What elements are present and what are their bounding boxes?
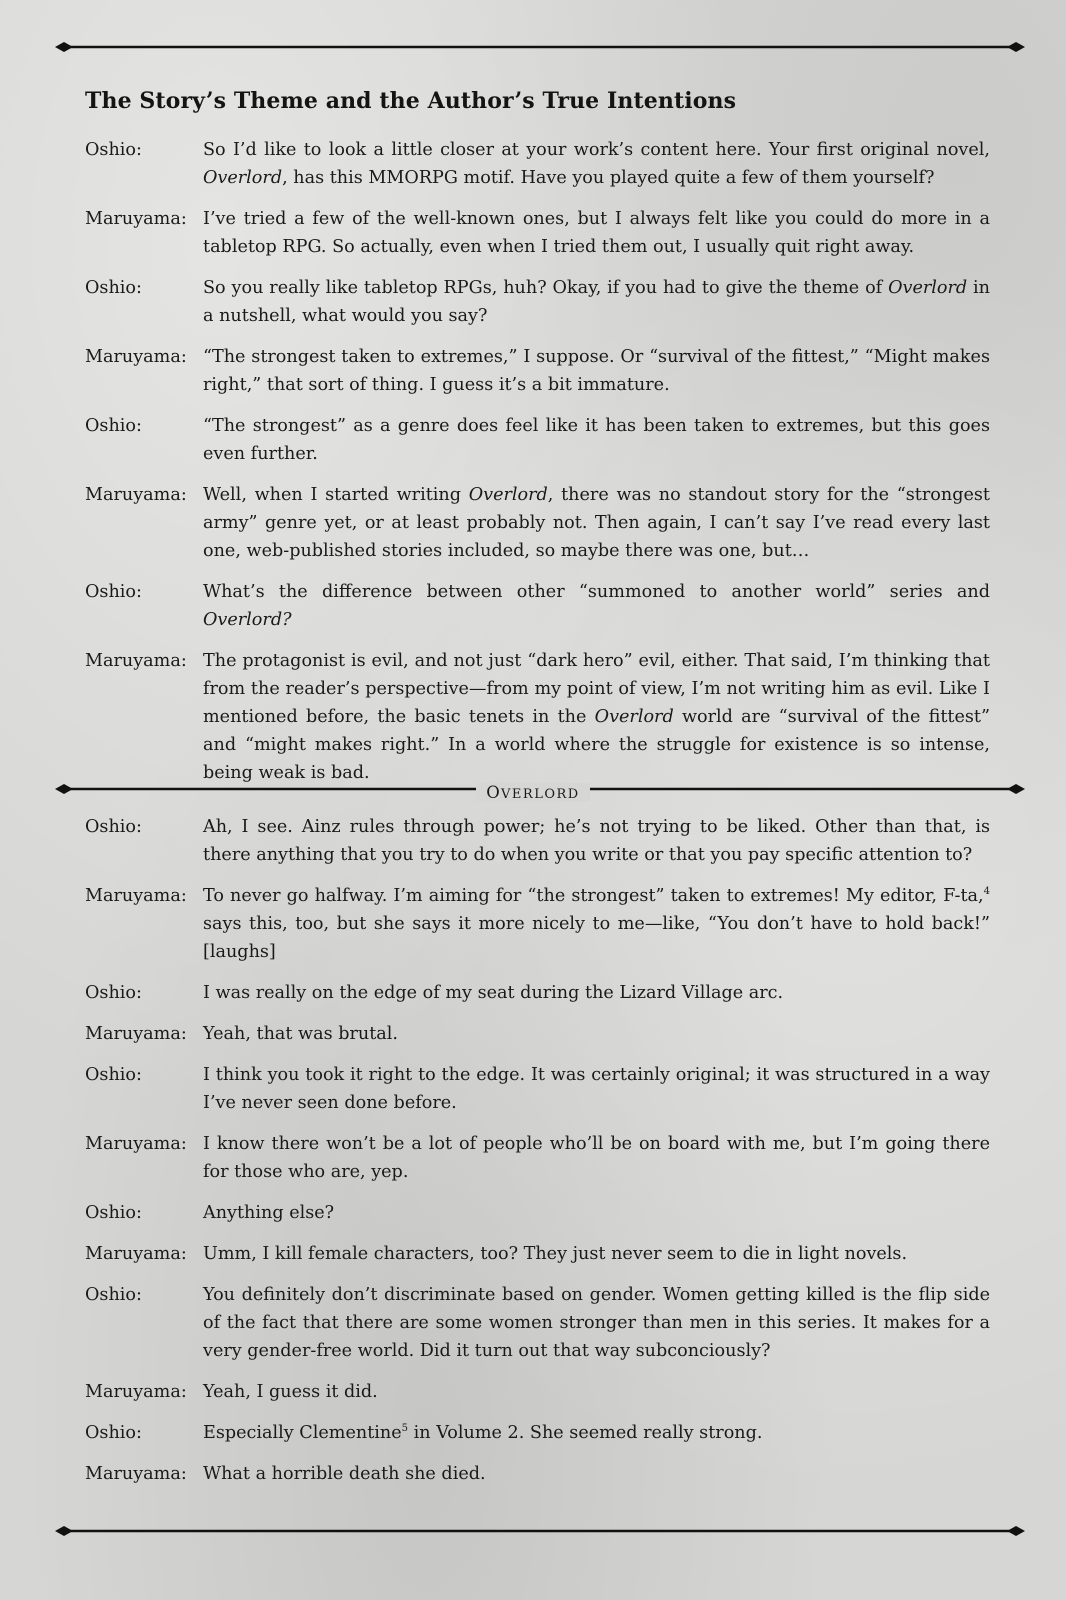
spoken-text	[203, 1460, 990, 1488]
text-segment: in Volume 2. She seemed really strong.	[408, 1423, 763, 1443]
dialogue-line	[85, 1130, 990, 1186]
text-segment: So you really like tabletop RPGs, huh? Okay, if you had to give the theme of	[203, 278, 889, 298]
dialogue-line	[85, 205, 990, 261]
speaker-name: Maruyama:	[85, 1024, 187, 1044]
dialogue-line	[85, 813, 990, 869]
speaker-name: Oshio:	[85, 1285, 142, 1305]
spoken-text	[203, 343, 990, 399]
running-footer	[0, 783, 1066, 811]
spoken-text	[203, 1020, 990, 1048]
spoken-text	[203, 1281, 990, 1365]
text-segment: Especially Clementine	[203, 1423, 402, 1443]
dialogue-bottom	[85, 813, 990, 1501]
footnote-marker: 5	[401, 1423, 409, 1435]
dialogue-line	[85, 136, 990, 192]
spoken-text	[203, 578, 990, 634]
dialogue-line	[85, 979, 990, 1007]
speaker-name: Oshio:	[85, 140, 142, 160]
dialogue-line	[85, 343, 990, 399]
top-rule	[55, 40, 1025, 54]
text-segment: says this, too, but she says it more nicely to me—like, “You don’t have to hold back!” [laughs]	[203, 914, 990, 962]
text-segment: , has this MMORPG motif. Have you played quite a few of them yourself?	[282, 168, 935, 188]
italic-title: Overlord	[203, 168, 283, 188]
speaker-name: Oshio:	[85, 1423, 142, 1443]
text-segment: world are “survival of the fittest” and “might makes right.” In a world where the struggle for existence is so intense, being weak is bad.	[203, 707, 990, 783]
dialogue-line	[85, 481, 990, 565]
text-segment: So I’d like to look a little closer at your work’s content here. Your first original novel,	[203, 140, 990, 160]
speaker-name: Maruyama:	[85, 347, 187, 367]
text-segment: “The strongest” as a genre does feel like it has been taken to extremes, but this goes even further.	[203, 416, 990, 464]
text-segment: Yeah, that was brutal.	[203, 1024, 399, 1044]
dialogue-line	[85, 1378, 990, 1406]
italic-title: Overlord	[468, 485, 548, 505]
speaker-name: Maruyama:	[85, 1244, 187, 1264]
dialogue-line	[85, 412, 990, 468]
spoken-text	[203, 205, 990, 261]
dialogue-line	[85, 1020, 990, 1048]
spoken-text	[203, 1199, 990, 1227]
italic-title: Overlord?	[203, 610, 292, 630]
speaker-name: Oshio:	[85, 278, 142, 298]
text-segment: You definitely don’t discriminate based on gender. Women getting killed is the flip side of the fact that there are some women stronger than men in this series. It makes for a very gender-free world. Did it turn out that way subconciously?	[203, 1285, 990, 1361]
dialogue-line	[85, 1419, 990, 1447]
speaker-name: Maruyama:	[85, 485, 187, 505]
section-title: The Story’s Theme and the Author’s True Intentions	[85, 88, 737, 114]
speaker-name: Oshio:	[85, 1203, 142, 1223]
speaker-name: Maruyama:	[85, 651, 187, 671]
spoken-text	[203, 1419, 990, 1447]
spoken-text	[203, 481, 990, 565]
text-segment: The protagonist is evil, and not just “dark hero” evil, either. That said, I’m thinking that from the reader’s perspective—from my point of view, I’m not writing him as evil. Like I mentioned before, the basic tenets in the	[203, 651, 990, 727]
text-segment: What a horrible death she died.	[203, 1464, 486, 1484]
italic-title: Overlord	[594, 707, 674, 727]
dialogue-line	[85, 882, 990, 966]
speaker-name: Maruyama:	[85, 886, 187, 906]
spoken-text	[203, 882, 990, 966]
text-segment: Ah, I see. Ainz rules through power; he’s not trying to be liked. Other than that, is there anything that you try to do when you write or that you pay specific attention to?	[203, 817, 990, 865]
italic-title: Overlord	[888, 278, 968, 298]
spoken-text	[203, 274, 990, 330]
speaker-name: Oshio:	[85, 817, 142, 837]
text-segment: Anything else?	[203, 1203, 335, 1223]
speaker-name: Maruyama:	[85, 1134, 187, 1154]
text-segment: To never go halfway. I’m aiming for “the strongest” taken to extremes! My editor, F-ta,	[203, 886, 984, 906]
dialogue-line	[85, 1199, 990, 1227]
spoken-text	[203, 1130, 990, 1186]
text-segment: , there was no standout story for the “strongest army” genre yet, or at least probably not. Then again, I can’t say I’ve read every last one, web-published stories included, so maybe there was one, but…	[203, 485, 990, 561]
text-segment: Umm, I kill female characters, too? They just never seem to die in light novels.	[203, 1244, 908, 1264]
text-segment: I’ve tried a few of the well-known ones, but I always felt like you could do more in a tabletop RPG. So actually, even when I tried them out, I usually quit right away.	[203, 209, 990, 257]
spoken-text	[203, 412, 990, 468]
spoken-text	[203, 647, 990, 787]
dialogue-line	[85, 1281, 990, 1365]
text-segment: Yeah, I guess it did.	[203, 1382, 378, 1402]
speaker-name: Oshio:	[85, 1065, 142, 1085]
dialogue-top	[85, 136, 990, 800]
dialogue-line	[85, 578, 990, 634]
dialogue-line	[85, 1240, 990, 1268]
footnote-marker: 4	[983, 886, 990, 898]
dialogue-line	[85, 1460, 990, 1488]
speaker-name: Maruyama:	[85, 209, 187, 229]
spoken-text	[203, 979, 990, 1007]
speaker-name: Oshio:	[85, 416, 142, 436]
spoken-text	[203, 813, 990, 869]
dialogue-line	[85, 274, 990, 330]
spoken-text	[203, 1378, 990, 1406]
text-segment: I think you took it right to the edge. It was certainly original; it was structured in a way I’ve never seen done before.	[203, 1065, 990, 1113]
spoken-text	[203, 1240, 990, 1268]
dialogue-line	[85, 1061, 990, 1117]
text-segment: in a nutshell, what would you say?	[203, 278, 991, 326]
text-segment: “The strongest taken to extremes,” I suppose. Or “survival of the fittest,” “Might makes right,” that sort of thing. I guess it’s a bit immature.	[203, 347, 990, 395]
text-segment: What’s the difference between other “summoned to another world” series and	[203, 582, 990, 602]
dialogue-line	[85, 647, 990, 787]
speaker-name: Maruyama:	[85, 1382, 187, 1402]
spoken-text	[203, 136, 990, 192]
text-segment: I was really on the edge of my seat during the Lizard Village arc.	[203, 983, 784, 1003]
running-footer-title: OVERLORD	[476, 783, 589, 802]
bottom-rule	[55, 1524, 1025, 1538]
speaker-name: Maruyama:	[85, 1464, 187, 1484]
speaker-name: Oshio:	[85, 582, 142, 602]
text-segment: Well, when I started writing	[203, 485, 469, 505]
spoken-text	[203, 1061, 990, 1117]
text-segment: I know there won’t be a lot of people who’ll be on board with me, but I’m going there for those who are, yep.	[203, 1134, 990, 1182]
speaker-name: Oshio:	[85, 983, 142, 1003]
